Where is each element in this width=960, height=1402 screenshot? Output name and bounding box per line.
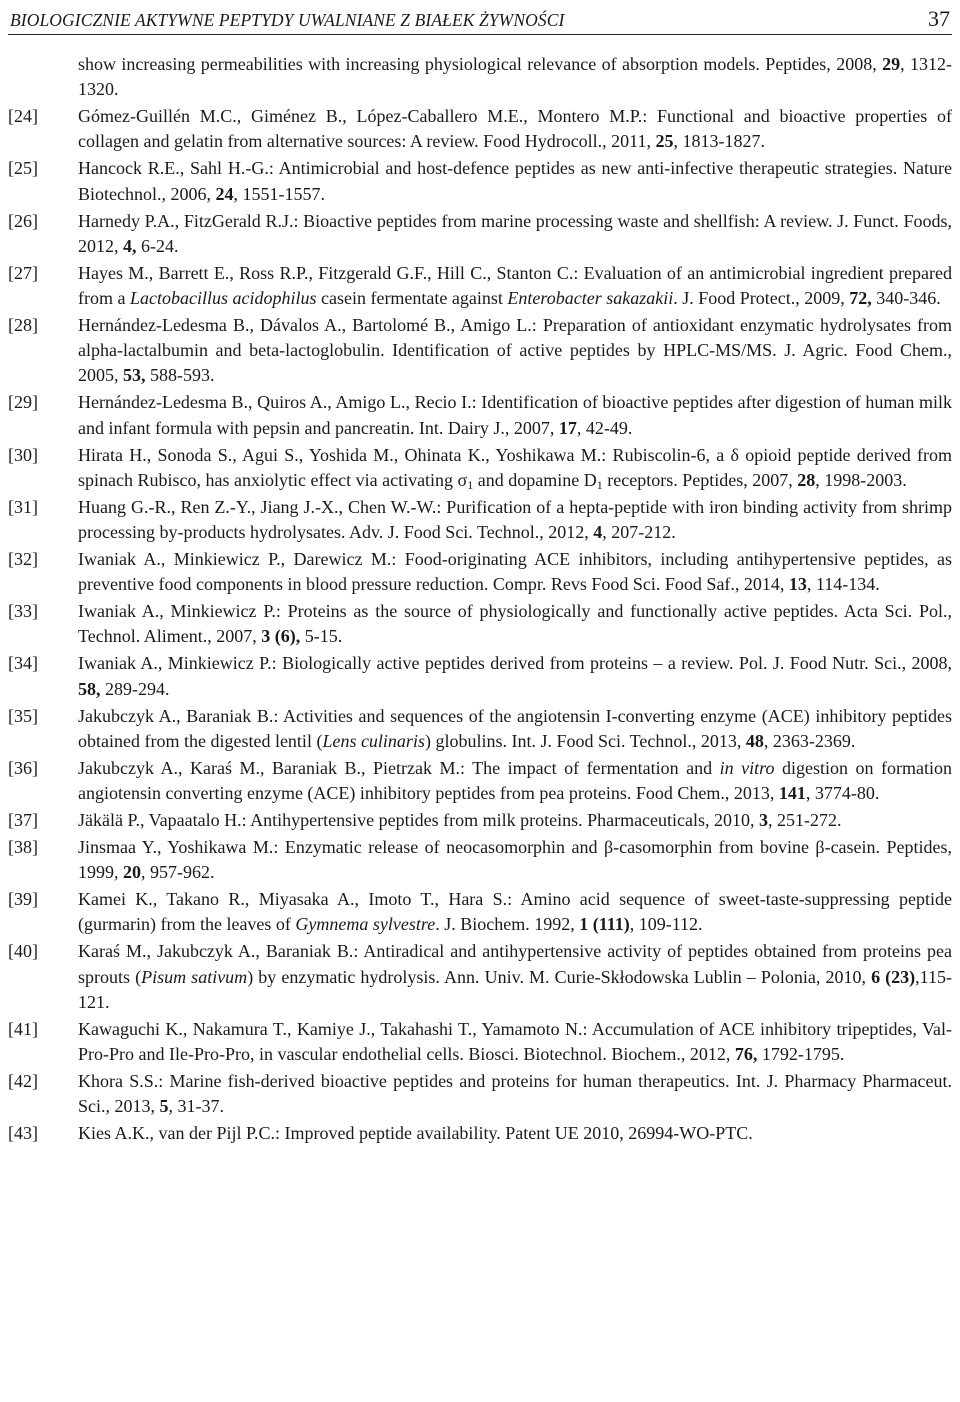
reference-number: [43] xyxy=(8,1123,38,1144)
reference-segment: Huang G.-R., Ren Z.-Y., Jiang J.-X., Chen W.-W.: Purification of a hepta-peptide with iron binding activity from shrimp processing by-products hydrolysates. Adv. J. Food Sci. Technol., 2012, xyxy=(78,496,952,543)
volume-number: 28 xyxy=(797,469,816,490)
running-header xyxy=(8,4,952,35)
reference-segment: Jakubczyk A., Karaś M., Baraniak B., Pietrzak M.: The impact of fermentation and xyxy=(78,757,720,778)
volume-number: 4, xyxy=(123,235,137,256)
reference-entry xyxy=(8,704,952,754)
reference-segment: , 957-962. xyxy=(141,862,215,883)
reference-text xyxy=(78,887,952,937)
reference-entry xyxy=(8,261,952,311)
reference-text xyxy=(78,1017,952,1067)
reference-number: [40] xyxy=(8,941,38,962)
volume-number: 17 xyxy=(558,417,577,438)
reference-entry xyxy=(8,1017,952,1067)
subscript: 1 xyxy=(596,477,603,492)
reference-text xyxy=(78,156,952,206)
reference-number: [29] xyxy=(8,392,38,413)
reference-number: [31] xyxy=(8,496,38,517)
reference-entry xyxy=(8,390,952,440)
reference-text xyxy=(78,1069,952,1119)
reference-segment: show increasing permeabilities with increasing physiological relevance of absorption models. Peptides, 2008, xyxy=(78,54,883,74)
reference-segment: Hernández-Ledesma B., Quiros A., Amigo L., Recio I.: Identification of bioactive peptides after digestion of human milk and infant formula with pepsin and pancreatin. Int. Dairy J., 2007, xyxy=(78,392,952,438)
reference-segment: ) by enzymatic hydrolysis. Ann. Univ. M. Curie-Skłodowska Lublin – Polonia, 2010, xyxy=(247,966,872,987)
reference-text xyxy=(78,261,952,311)
italic-term: Enterobacter sakazakii xyxy=(507,288,674,309)
reference-segment: 289-294. xyxy=(100,678,170,699)
reference-segment: and dopamine D xyxy=(473,469,597,490)
volume-number: 25 xyxy=(655,131,674,152)
reference-number: [32] xyxy=(8,549,38,570)
reference-segment: , 1312-1320. xyxy=(78,54,953,100)
reference-number: [42] xyxy=(8,1071,38,1092)
reference-segment: Jäkälä P., Vapaatalo H.: Antihypertensive peptides from milk proteins. Pharmaceuticals, 2010, xyxy=(78,810,760,831)
reference-segment: Harnedy P.A., FitzGerald R.J.: Bioactive peptides from marine processing waste and shellfish: A review. J. Funct. Foods, 2012, xyxy=(78,210,952,256)
reference-segment: Iwaniak A., Minkiewicz P., Darewicz M.: Food-originating ACE inhibitors, including antihypertensive peptides, as preventive food components in blood pressure reduction. Compr. Revs Food Sci. Food Saf., 2014, xyxy=(78,549,952,595)
reference-segment: Hancock R.E., Sahl H.-G.: Antimicrobial and host-defence peptides as new anti-infective therapeutic strategies. Nature Biotechnol., 2006, xyxy=(78,158,952,204)
reference-entry xyxy=(8,599,952,649)
reference-segment: , 251-272. xyxy=(768,810,842,831)
reference-entry xyxy=(8,808,952,833)
volume-number: 4 xyxy=(593,522,603,543)
reference-segment: Iwaniak A., Minkiewicz P.: Proteins as the source of physiologically and functionally active peptides. Acta Sci. Pol., Technol. Aliment., 2007, xyxy=(78,601,952,647)
reference-list xyxy=(8,52,952,1148)
reference-text xyxy=(78,704,952,754)
volume-number: 3 (6), xyxy=(261,626,301,647)
reference-segment: casein fermentate against xyxy=(316,288,508,309)
reference-segment: Kawaguchi K., Nakamura T., Kamiye J., Takahashi T., Yamamoto N.: Accumulation of ACE inhibitory tripeptides, Val-Pro-Pro and Ile-Pro-Pro, in vascular endothelial cells. Biosci. Biotechnol. Biochem., 2012, xyxy=(78,1018,952,1065)
reference-segment: , 207-212. xyxy=(602,522,676,543)
reference-text xyxy=(78,390,952,440)
reference-text xyxy=(78,313,952,389)
reference-text xyxy=(78,651,952,701)
reference-segment: Hirata H., Sonoda S., Agui S., Yoshida M., Ohinata K., Yoshikawa M.: Rubiscolin-6, a δ opioid peptide derived from spinach Rubisco, has anxiolytic effect via activating σ xyxy=(78,444,952,490)
reference-entry xyxy=(8,313,952,389)
reference-entry xyxy=(8,209,952,259)
reference-segment: Jakubczyk A., Baraniak B.: Activities and sequences of the angiotensin I-converting enzyme (ACE) inhibitory peptides obtained from the digested lentil ( xyxy=(78,705,952,751)
reference-segment: , 31-37. xyxy=(168,1096,225,1117)
reference-text xyxy=(78,209,952,259)
reference-entry xyxy=(8,495,952,545)
reference-segment: Kamei K., Takano R., Miyasaka A., Imoto T., Hara S.: Amino acid sequence of sweet-taste-suppressing peptide (gurmarin) from the leaves of xyxy=(78,889,952,935)
reference-number: [26] xyxy=(8,210,38,231)
reference-number: [33] xyxy=(8,601,38,622)
reference-text xyxy=(78,547,952,597)
reference-number: [35] xyxy=(8,705,38,726)
reference-number: [39] xyxy=(8,889,38,910)
reference-segment: Hernández-Ledesma B., Dávalos A., Bartolomé B., Amigo L.: Preparation of antioxidant enzymatic hydrolysates from alpha-lactalbumin and beta-lactoglobulin. Identification of active peptides by HPLC-MS/MS. J. Agric. Food Chem., 2005, xyxy=(78,315,952,386)
reference-segment: digestion on formation angiotensin converting enzyme (ACE) inhibitory peptides from pea proteins. Food Chem., 2013, xyxy=(78,757,952,804)
volume-number: 72, xyxy=(849,288,872,309)
reference-entry xyxy=(8,52,952,102)
reference-text xyxy=(78,443,952,493)
running-title: BIOLOGICZNIE AKTYWNE PEPTYDY UWALNIANE Z BIAŁEK ŻYWNOŚCI xyxy=(10,10,565,30)
italic-term: Lens culinaris xyxy=(322,730,425,751)
reference-number: [30] xyxy=(8,444,38,465)
reference-text xyxy=(78,104,952,154)
reference-segment: Gómez-Guillén M.C., Giménez B., López-Caballero M.E., Montero M.P.: Functional and bioactive properties of collagen and gelatin from alternative sources: A review. Food Hydrocoll., 2011, xyxy=(78,106,952,152)
reference-text xyxy=(78,756,952,806)
subscript: 1 xyxy=(467,477,474,492)
reference-segment: receptors. Peptides, 2007, xyxy=(602,469,798,490)
reference-entry xyxy=(8,156,952,206)
reference-segment: 1792-1795. xyxy=(757,1044,845,1065)
volume-number: 58, xyxy=(78,678,101,699)
volume-number: 141 xyxy=(778,783,806,804)
reference-text xyxy=(78,495,952,545)
volume-number: 53, xyxy=(123,365,146,386)
reference-segment: 5-15. xyxy=(300,626,343,647)
reference-segment: , 1813-1827. xyxy=(673,131,766,152)
reference-segment: , 1998-2003. xyxy=(815,469,907,490)
reference-segment: , 114-134. xyxy=(806,574,880,595)
reference-entry xyxy=(8,887,952,937)
volume-number: 48 xyxy=(745,730,764,751)
reference-number: [41] xyxy=(8,1018,38,1039)
reference-segment: 6-24. xyxy=(136,235,179,256)
reference-entry xyxy=(8,104,952,154)
volume-number: 1 (111) xyxy=(579,914,630,935)
reference-number: [27] xyxy=(8,262,38,283)
page-number: 37 xyxy=(928,6,950,31)
reference-segment: 340-346. xyxy=(871,288,941,309)
reference-entry xyxy=(8,443,952,493)
reference-segment: Iwaniak A., Minkiewicz P.: Biologically active peptides derived from proteins – a review. Pol. J. Food Nutr. Sci., 2008, xyxy=(78,653,952,674)
reference-segment: ,115-121. xyxy=(78,966,952,1012)
reference-segment: Hayes M., Barrett E., Ross R.P., Fitzgerald G.F., Hill C., Stanton C.: Evaluation of an antimicrobial ingredient prepared from a xyxy=(78,262,952,309)
reference-segment: , 42-49. xyxy=(576,417,633,438)
reference-text xyxy=(78,939,952,1015)
reference-entry xyxy=(8,1069,952,1119)
italic-term: Lactobacillus acidophilus xyxy=(129,288,317,309)
reference-segment: Jinsmaa Y., Yoshikawa M.: Enzymatic release of neocasomorphin and β-casomorphin from bovine β-casein. Peptides, 1999, xyxy=(78,837,952,883)
reference-text xyxy=(78,808,952,833)
reference-number: [28] xyxy=(8,315,38,336)
reference-text xyxy=(78,1121,952,1146)
reference-entry xyxy=(8,756,952,806)
reference-text xyxy=(78,835,952,885)
italic-term: in vitro xyxy=(719,757,775,778)
reference-entry xyxy=(8,1121,952,1146)
volume-number: 6 (23) xyxy=(871,966,916,987)
reference-number: [25] xyxy=(8,158,38,179)
reference-segment: Karaś M., Jakubczyk A., Baraniak B.: Antiradical and antihypertensive activity of peptides obtained from proteins pea sprouts ( xyxy=(78,941,952,987)
volume-number: 13 xyxy=(788,574,807,595)
volume-number: 3 xyxy=(759,810,769,831)
reference-number: [37] xyxy=(8,810,38,831)
reference-segment: ) globulins. Int. J. Food Sci. Technol., 2013, xyxy=(424,730,746,751)
reference-segment: Kies A.K., van der Pijl P.C.: Improved peptide availability. Patent UE 2010, 26994-WO-PTC. xyxy=(78,1123,753,1144)
reference-segment: , 1551-1557. xyxy=(233,183,325,204)
reference-number: [38] xyxy=(8,837,38,858)
reference-entry xyxy=(8,939,952,1015)
reference-text xyxy=(78,599,952,649)
volume-number: 5 xyxy=(159,1096,169,1117)
reference-segment: , 2363-2369. xyxy=(763,730,856,751)
reference-number: [24] xyxy=(8,106,38,127)
reference-number: [34] xyxy=(8,653,38,674)
italic-term: Pisum sativum xyxy=(141,966,248,987)
reference-segment: . J. Food Protect., 2009, xyxy=(673,288,850,309)
reference-segment: 588-593. xyxy=(145,365,215,386)
reference-entry xyxy=(8,651,952,701)
reference-segment: , 3774-80. xyxy=(805,783,880,804)
volume-number: 29 xyxy=(882,54,901,74)
volume-number: 20 xyxy=(123,862,141,883)
reference-text xyxy=(78,52,952,102)
reference-entry xyxy=(8,547,952,597)
reference-segment: , 109-112. xyxy=(629,914,703,935)
volume-number: 76, xyxy=(734,1044,758,1065)
reference-number xyxy=(8,52,78,102)
reference-segment: Khora S.S.: Marine fish-derived bioactive peptides and proteins for human therapeutics. Int. J. Pharmacy Pharmaceut. Sci., 2013, xyxy=(78,1071,952,1117)
italic-term: Gymnema sylvestre xyxy=(295,914,436,935)
volume-number: 24 xyxy=(215,183,234,204)
reference-number: [36] xyxy=(8,757,38,778)
reference-segment: . J. Biochem. 1992, xyxy=(435,914,580,935)
reference-entry xyxy=(8,835,952,885)
